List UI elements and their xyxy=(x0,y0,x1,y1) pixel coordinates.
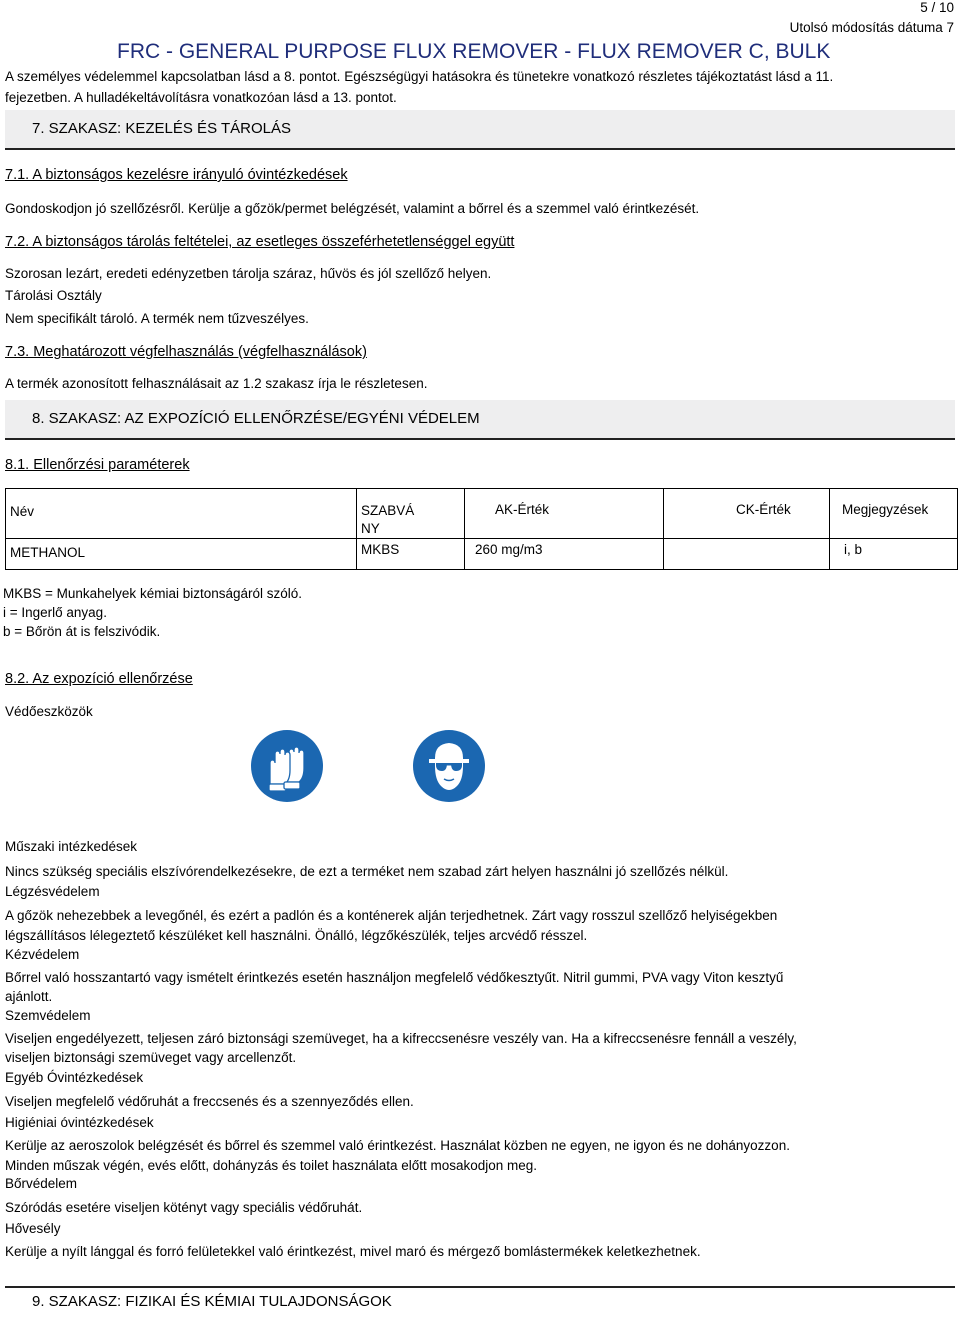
section-9-title: 9. SZAKASZ: FIZIKAI ÉS KÉMIAI TULAJDONSÁGOK xyxy=(32,1293,392,1310)
table-note-1: MKBS = Munkahelyek kémiai biztonságáról szóló. xyxy=(3,586,303,601)
table-header-row xyxy=(6,489,958,539)
section-8-header xyxy=(5,400,955,440)
intro-line-1: A személyes védelemmel kapcsolatban lásd a 8. pontot. Egészségügyi hatásokra és tünetekre vonatkozó részletes tájékoztatást lásd a 11. xyxy=(5,69,834,84)
block-hygiene-line-1: Kerülje az aeroszolok belégzését és bőrrel és szemmel való érintkezést. Használat közben ne egyen, ne igyon és ne dohányozzon. xyxy=(5,1138,790,1153)
header-remarks-cell xyxy=(830,489,958,539)
document-title: FRC - GENERAL PURPOSE FLUX REMOVER - FLUX REMOVER C, BULK xyxy=(117,40,831,63)
table-note-2: i = Ingerlő anyag. xyxy=(3,605,107,620)
subsection-8-1-title: 8.1. Ellenőrzési paraméterek xyxy=(5,457,190,473)
table-row xyxy=(6,539,958,570)
header-ck-cell xyxy=(664,489,830,539)
revision-date-label: Utolsó módosítás dátuma 7 xyxy=(789,20,954,35)
intro-line-2: fejezetben. A hulladékeltávolításra vonatkozóan lásd a 13. pontot. xyxy=(5,90,397,105)
storage-class-text: Nem specifikált tároló. A termék nem tűzveszélyes. xyxy=(5,311,309,326)
goggles-icon xyxy=(413,730,485,802)
block-hand-line-1: Bőrrel való hosszantartó vagy ismételt érintkezés esetén használjon megfelelő védőkesztyűt. Nitril gummi, PVA vagy Viton kesztyű xyxy=(5,970,784,985)
subsection-7-1-text: Gondoskodjon jó szellőzésről. Kerülje a gőzök/permet belégzését, valamint a bőrrel és a szemmel való érintkezését. xyxy=(5,201,700,216)
subsection-7-1-title: 7.1. A biztonságos kezelésre irányuló óvintézkedések xyxy=(5,167,348,183)
section-8-title: 8. SZAKASZ: AZ EXPOZÍCIÓ ELLENŐRZÉSE/EGYÉNI VÉDELEM xyxy=(32,410,480,427)
subsection-8-2-title: 8.2. Az expozíció ellenőrzése xyxy=(5,671,193,687)
block-eye-line-1: Viseljen engedélyezett, teljesen záró biztonsági szemüveget, ha a kifreccsenésre veszély van. Ha a kifreccsenésre fennáll a veszély, xyxy=(5,1031,797,1046)
subsection-7-3-text: A termék azonosított felhasználásait az 1.2 szakasz írja le részletesen. xyxy=(5,376,428,391)
block-respiratory-label: Légzésvédelem xyxy=(5,884,100,899)
subsection-7-2-title: 7.2. A biztonságos tárolás feltételei, az esetleges összeférhetetlenséggel együtt xyxy=(5,234,515,250)
block-skin-label: Bőrvédelem xyxy=(5,1176,78,1191)
header-standard xyxy=(357,489,464,538)
header-standard-line-2: NY xyxy=(361,521,380,536)
header-name-cell xyxy=(6,489,357,539)
block-technical-line-1: Nincs szükség speciális elszívórendelkezésekre, de ezt a terméket nem szabad zárt helyen használni jó szellőzés nélkül. xyxy=(5,864,729,879)
goggles-icon-graphic xyxy=(413,730,485,802)
block-respiratory-line-2: légszállításos lélegeztető készüléket kell használni. Önálló, légzőkészülék, teljes arcvédő résszel. xyxy=(5,928,588,943)
cell-name xyxy=(6,539,357,570)
block-hand-line-2: ajánlott. xyxy=(5,989,53,1004)
cell-remarks xyxy=(830,539,958,570)
cell-name-text: METHANOL xyxy=(10,545,86,560)
cell-standard-text: MKBS xyxy=(361,542,400,557)
cell-ck-text xyxy=(664,539,829,542)
header-standard-line-1: SZABVÁ xyxy=(361,503,415,518)
cell-standard xyxy=(357,539,465,570)
block-thermal-label: Hővesély xyxy=(5,1221,61,1236)
gloves-icon xyxy=(251,730,323,802)
block-technical-label: Műszaki intézkedések xyxy=(5,839,138,854)
subsection-7-3-title: 7.3. Meghatározott végfelhasználás (végfelhasználások) xyxy=(5,344,367,360)
cell-remarks-text: i, b xyxy=(844,542,863,557)
block-other-label: Egyéb Óvintézkedések xyxy=(5,1070,144,1085)
section-9-top-rule xyxy=(5,1286,955,1288)
block-hygiene-label: Higiéniai óvintézkedések xyxy=(5,1115,154,1130)
table-note-3: b = Bőrön át is felszivódik. xyxy=(3,624,161,639)
block-eye-line-2: viseljen biztonsági szemüveget vagy arcellenzőt. xyxy=(5,1050,297,1065)
section-7-header xyxy=(5,110,955,150)
block-other-line-1: Viseljen megfelelő védőruhát a freccsenés és a szennyeződés ellen. xyxy=(5,1094,414,1109)
ppe-label: Védőeszközök xyxy=(5,704,93,719)
header-name: Név xyxy=(10,504,35,519)
block-eye-label: Szemvédelem xyxy=(5,1008,91,1023)
block-thermal-line-1: Kerülje a nyílt lánggal és forró felületekkel való érintkezést, mivel maró és mérgező bomlástermékek keletkezhetnek. xyxy=(5,1244,701,1259)
gloves-icon-graphic xyxy=(251,730,323,802)
cell-ak-text: 260 mg/m3 xyxy=(475,542,543,557)
header-ak: AK-Érték xyxy=(495,502,550,517)
cell-ak xyxy=(465,539,664,570)
block-hand-label: Kézvédelem xyxy=(5,947,80,962)
block-skin-line-1: Szóródás esetére viseljen kötényt vagy speciális védőruhát. xyxy=(5,1200,363,1215)
block-respiratory-line-1: A gőzök nehezebbek a levegőnél, és ezért a padlón és a konténerek alján terjedhetnek. Zárt vagy rosszul szellőző helyiségekben xyxy=(5,908,778,923)
subsection-7-2-text: Szorosan lezárt, eredeti edényzetben tárolja száraz, hűvös és jól szellőző helyen. xyxy=(5,266,492,281)
cell-ck xyxy=(664,539,830,570)
header-ck: CK-Érték xyxy=(736,502,791,517)
exposure-limits-table xyxy=(5,488,958,570)
section-7-title: 7. SZAKASZ: KEZELÉS ÉS TÁROLÁS xyxy=(32,120,291,137)
page-number: 5 / 10 xyxy=(920,0,954,15)
header-standard-cell xyxy=(357,489,465,539)
header-ak-cell xyxy=(465,489,664,539)
block-hygiene-line-2: Minden műszak végén, evés előtt, dohányzás és toilet használata előtt mosakodjon meg. xyxy=(5,1158,538,1173)
header-remarks: Megjegyzések xyxy=(842,502,929,517)
storage-class-label: Tárolási Osztály xyxy=(5,288,102,303)
